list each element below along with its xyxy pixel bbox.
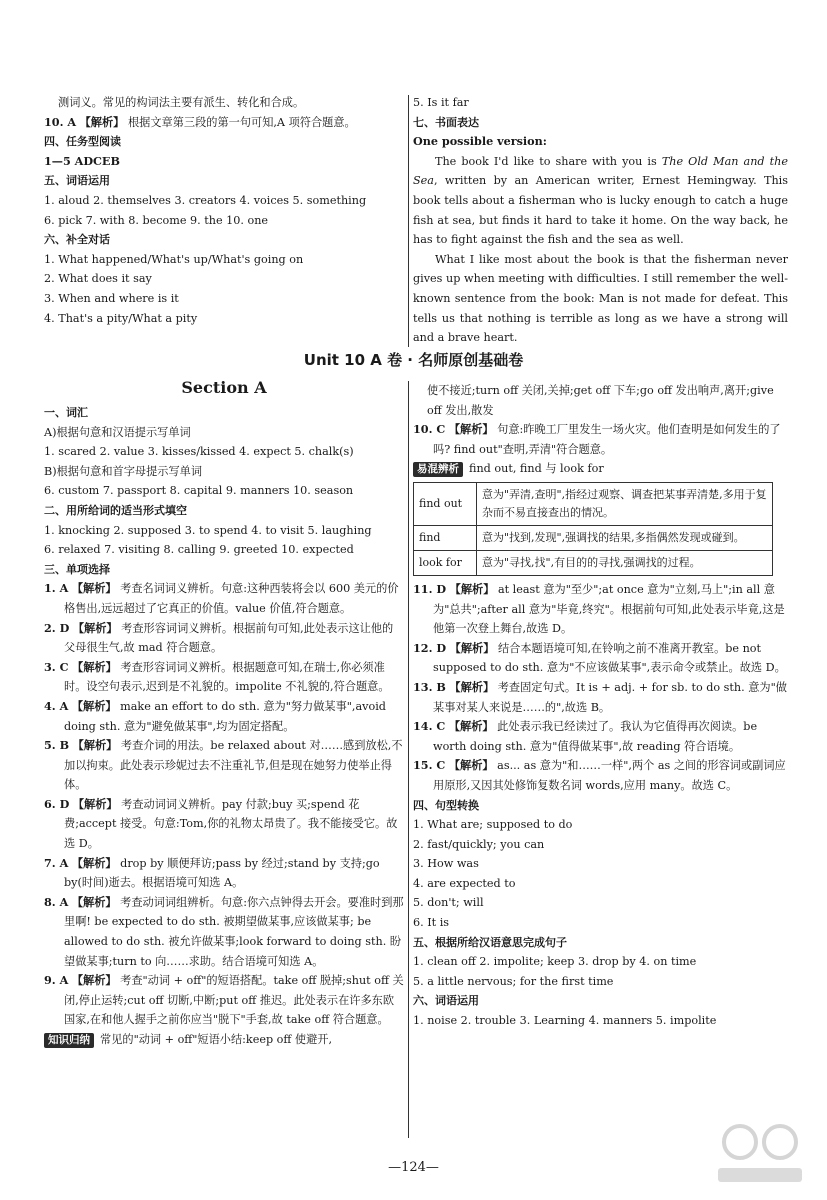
answer-line: 4. are expected to bbox=[413, 876, 516, 890]
sub-heading: A)根据句意和汉语提示写单词 bbox=[44, 425, 191, 439]
table-row: look for 意为"寻找,找",有目的的寻找,强调找的过程。 bbox=[414, 550, 773, 575]
answer-item: 13. B 【解析】 考查固定句式。It is + adj. + for sb. to do sth. 意为"做某事对某人来说是……的",故选 B。 bbox=[413, 679, 787, 714]
bottom-left-column bbox=[44, 403, 404, 1050]
summary-tag: 知识归纳 bbox=[44, 1033, 94, 1048]
answer-line: 6. pick 7. with 8. become 9. the 10. one bbox=[44, 213, 269, 227]
continued-text: 使不接近;turn off 关闭,关掉;get off 下车;go off 发出响声,离开;give off 发出,散发 bbox=[427, 384, 774, 417]
section-heading: 四、任务型阅读 bbox=[44, 135, 121, 149]
answer-item: 3. C 【解析】 考查形容词词义辨析。根据题意可知,在瑞士,你必须准时。设空句表示,迟到是不礼貌的。impolite 不礼貌的,符合题意。 bbox=[44, 659, 390, 694]
answer-line: 1. aloud 2. themselves 3. creators 4. voices 5. something bbox=[44, 193, 367, 207]
answer-line: 1. What happened/What's up/What's going on bbox=[44, 252, 304, 266]
answer-item: 11. D 【解析】 at least 意为"至少";at once 意为"立刻,马上";in all 意为"总共";after all 意为"毕竟,终究"。根据前句可知,此处表示毕竟,这是他第一次登上舞台,故选 D。 bbox=[413, 581, 785, 636]
answer-line: 3. When and where is it bbox=[44, 291, 179, 305]
section-heading: 一、词汇 bbox=[44, 406, 88, 419]
answer-item: 15. C 【解析】 as... as 意为"和……一样",两个 as 之间的形容词或副词应用原形,又因其处修饰复数名词 words,应用 many。故选 C。 bbox=[413, 758, 786, 792]
section-heading: 三、单项选择 bbox=[44, 562, 110, 576]
answer-item: 5. B 【解析】 考查介词的用法。be relaxed about 对……感到放松,不加以拘束。此处表示珍妮过去不注重礼节,但是现在她努力使举止得体。 bbox=[44, 738, 403, 792]
essay-paragraph: The book I'd like to share with you is The Old Man and the Sea, written by an American writer, Ernest Hemingway. This book tells about a fisherman who is lucky enough to catch a huge fish at sea, but finds it hard to take it home. On the way back, he has to fight against the fish and the sea as well. bbox=[413, 154, 788, 247]
answer-line: 5. don't; will bbox=[413, 896, 484, 910]
column-divider bbox=[408, 381, 409, 1138]
answer-item: 7. A 【解析】 drop by 顺便拜访;pass by 经过;stand by 支持;go by(时间)逝去。根据语境可知选 A。 bbox=[44, 855, 380, 890]
answer-list bbox=[44, 579, 404, 1030]
section-heading: 六、补全对话 bbox=[44, 233, 110, 247]
unit-title: Unit 10 A 卷 · 名师原创基础卷 bbox=[303, 351, 524, 369]
comparison-table bbox=[413, 482, 773, 576]
section-heading: 五、词语运用 bbox=[44, 174, 110, 188]
answer-line: 6. relaxed 7. visiting 8. calling 9. greeted 10. expected bbox=[44, 543, 354, 557]
answer-line: 5. a little nervous; for the first time bbox=[413, 974, 614, 988]
answer-item: 1. A 【解析】 考查名词词义辨析。句意:这种西装将会以 600 美元的价格售出,远远超过了它真正的价值。value 价值,符合题意。 bbox=[44, 581, 399, 615]
continued-text: 测词义。常见的构词法主要有派生、转化和合成。 bbox=[58, 96, 305, 109]
answer-line: 6. custom 7. passport 8. capital 9. manners 10. season bbox=[44, 484, 354, 498]
answer-line: 1. noise 2. trouble 3. Learning 4. manners 5. impolite bbox=[413, 1014, 717, 1028]
table-row: find out 意为"弄清,查明",指经过观察、调查把某事弄清楚,多用于复杂而不易直接查出的情况。 bbox=[414, 482, 773, 525]
section-heading: 四、句型转换 bbox=[413, 798, 479, 812]
answer-item: 10. A 【解析】 根据文章第三段的第一句可知,A 项符合题意。 bbox=[44, 114, 356, 129]
knowledge-summary: 知识归纳 常见的"动词 + off"短语小结:keep off 使避开, bbox=[44, 1030, 404, 1050]
answer-list bbox=[413, 580, 788, 796]
answer-item: 12. D 【解析】 结合本题语境可知,在铃响之前不准离开教室。be not supposed to do sth. 意为"不应该做某事",表示命令或禁止。故选 D。 bbox=[413, 640, 786, 675]
sub-heading: B)根据句意和首字母提示写单词 bbox=[44, 464, 203, 478]
answer-line: 6. It is bbox=[413, 916, 450, 930]
table-row: find 意为"找到,发现",强调找的结果,多指偶然发现或碰到。 bbox=[414, 525, 773, 550]
answer-item: 6. D 【解析】 考查动词词义辨析。pay 付款;buy 买;spend 花费;accept 接受。句意:Tom,你的礼物太昂贵了。我不能接受它。故选 D。 bbox=[44, 796, 398, 851]
answer-item: 8. A 【解析】 考查动词词组辨析。句意:你六点钟得去开会。要准时到那里啊! be expected to do sth. 被期望做某事,应该做某事; be allowed to do sth. 被允许做某事;look forward to doing sth. 盼望做某事;turn to 向……求助。结合语境可知选 A。 bbox=[44, 894, 404, 968]
top-left-column bbox=[44, 93, 404, 328]
section-heading: 七、书面表达 bbox=[413, 115, 479, 129]
answer-line: 2. What does it say bbox=[44, 272, 152, 286]
answer-line: 2. fast/quickly; you can bbox=[413, 837, 545, 851]
answer-line: 5. Is it far bbox=[413, 96, 469, 109]
section-title: Section A bbox=[181, 378, 267, 397]
essay bbox=[413, 152, 788, 348]
section-heading: 二、用所给词的适当形式填空 bbox=[44, 503, 187, 517]
column-divider bbox=[408, 95, 409, 347]
answer-line: 1. clean off 2. impolite; keep 3. drop by 4. on time bbox=[413, 955, 697, 969]
confuse-tag: 易混辨析 bbox=[413, 462, 463, 477]
section-heading: 五、根据所给汉语意思完成句子 bbox=[413, 935, 567, 949]
watermark-logo-icon bbox=[700, 1112, 820, 1192]
answer-item: 14. C 【解析】 此处表示我已经读过了。我认为它值得再次阅读。be worth doing sth. 意为"值得做某事",故 reading 符合语境。 bbox=[413, 719, 758, 753]
answer-line: 3. How was bbox=[413, 857, 479, 871]
essay-paragraph: What I like most about the book is that the fisherman never gives up when meeting with difficulties. I still remember the well-known sentence from the book: Man is not made for defeat. This tells us that nothing is terrible as long as we have a strong will and a brave heart. bbox=[413, 252, 788, 345]
answer-line: 1. What are; supposed to do bbox=[413, 818, 573, 832]
answer-line: 4. That's a pity/What a pity bbox=[44, 311, 198, 325]
confusion-box: 易混辨析 find out, find 与 look for bbox=[413, 459, 788, 479]
answer-item: 2. D 【解析】 考查形容词词义辨析。根据前句可知,此处表示这让他的父母很生气,故 mad 符合题意。 bbox=[44, 620, 394, 655]
answer-line: 1. knocking 2. supposed 3. to spend 4. to visit 5. laughing bbox=[44, 523, 372, 537]
answer-line: 1. scared 2. value 3. kisses/kissed 4. expect 5. chalk(s) bbox=[44, 445, 354, 459]
top-right-column bbox=[413, 93, 788, 348]
section-heading: 六、词语运用 bbox=[413, 994, 479, 1008]
essay-heading: One possible version: bbox=[413, 134, 547, 149]
answer-line: 1—5 ADCEB bbox=[44, 153, 120, 168]
answer-item: 10. C 【解析】 句意:昨晚工厂里发生一场火灾。他们查明是如何发生的了吗? find out"查明,弄清"符合题意。 bbox=[413, 422, 781, 456]
page-number: —124— bbox=[388, 1160, 439, 1175]
answer-item: 9. A 【解析】 考查"动词 + off"的短语搭配。take off 脱掉;shut off 关闭,停止运转;cut off 切断,中断;put off 推迟。此处表示在许多东欧国家,在和他人握手之前你应当"脱下"手套,故 take off 符合题意。 bbox=[44, 973, 404, 1027]
bottom-right-column bbox=[413, 381, 788, 1031]
answer-item: 4. A 【解析】 make an effort to do sth. 意为"努力做某事",avoid doing sth. 意为"避免做某事",均为固定搭配。 bbox=[44, 698, 386, 733]
